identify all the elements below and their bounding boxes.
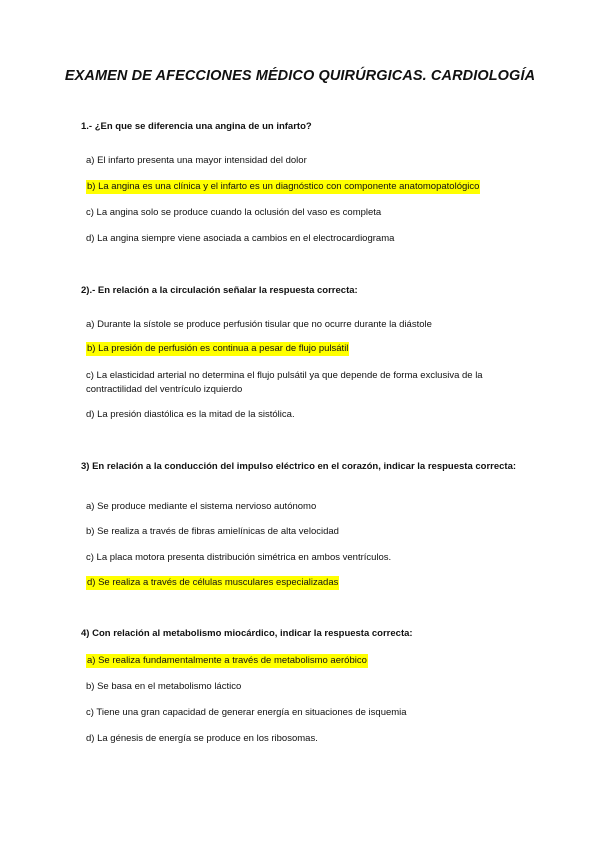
- q3-option-a: [86, 500, 526, 514]
- q4-option-c: [86, 706, 526, 720]
- q3-option-c: [86, 551, 526, 565]
- q1-option-d: [86, 232, 526, 246]
- highlighted-answer: b) La angina es una clínica y el infarto es un diagnóstico con componente anatomopatológico: [87, 181, 480, 192]
- option-text: b) Se realiza a través de fibras amielínicas de alta velocidad: [86, 526, 339, 537]
- question-2: 2).- En relación a la circulación señalar la respuesta correcta:: [81, 285, 358, 296]
- q1-option-a: [86, 154, 526, 168]
- q2-option-b: [86, 342, 526, 356]
- option-text: d) La génesis de energía se produce en los ribosomas.: [86, 733, 318, 744]
- option-text: c) La angina solo se produce cuando la oclusión del vaso es completa: [86, 207, 382, 218]
- option-text: c) La elasticidad arterial no determina el flujo pulsátil ya que depende de forma exclusiva de la contractilidad del ventrículo izquierdo: [86, 370, 483, 395]
- question-4: 4) Con relación al metabolismo miocárdico, indicar la respuesta correcta:: [81, 628, 413, 639]
- highlighted-answer: a) Se realiza fundamentalmente a través de metabolismo aeróbico: [87, 655, 367, 666]
- option-text: a) El infarto presenta una mayor intensidad del dolor: [86, 155, 307, 166]
- option-text: c) La placa motora presenta distribución simétrica en ambos ventrículos.: [86, 552, 392, 563]
- option-text: a) Se produce mediante el sistema nervioso autónomo: [86, 501, 317, 512]
- q3-option-b: [86, 525, 526, 539]
- option-text: d) La angina siempre viene asociada a cambios en el electrocardiograma: [86, 233, 395, 244]
- option-text: a) Durante la sístole se produce perfusión tisular que no ocurre durante la diástole: [86, 319, 432, 330]
- q4-option-b: [86, 680, 526, 694]
- highlighted-answer: b) La presión de perfusión es continua a pesar de flujo pulsátil: [87, 343, 349, 354]
- question-3: 3) En relación a la conducción del impulso eléctrico en el corazón, indicar la respuesta correcta:: [81, 461, 517, 472]
- q2-option-a: [86, 318, 526, 332]
- question-1: 1.- ¿En que se diferencia una angina de un infarto?: [81, 121, 312, 132]
- highlighted-answer: d) Se realiza a través de células musculares especializadas: [87, 577, 339, 588]
- q4-option-a: [86, 654, 526, 668]
- q2-option-c: [86, 369, 526, 397]
- q1-option-b: [86, 180, 526, 194]
- q3-option-d: [86, 576, 526, 590]
- q4-option-d: [86, 732, 526, 746]
- q1-option-c: [86, 206, 526, 220]
- page-title: EXAMEN DE AFECCIONES MÉDICO QUIRÚRGICAS. CARDIOLOGÍA: [64, 68, 536, 84]
- option-text: b) Se basa en el metabolismo láctico: [86, 681, 242, 692]
- q2-option-d: [86, 408, 526, 422]
- option-text: c) Tiene una gran capacidad de generar energía en situaciones de isquemia: [86, 707, 407, 718]
- option-text: d) La presión diastólica es la mitad de la sistólica.: [86, 409, 295, 420]
